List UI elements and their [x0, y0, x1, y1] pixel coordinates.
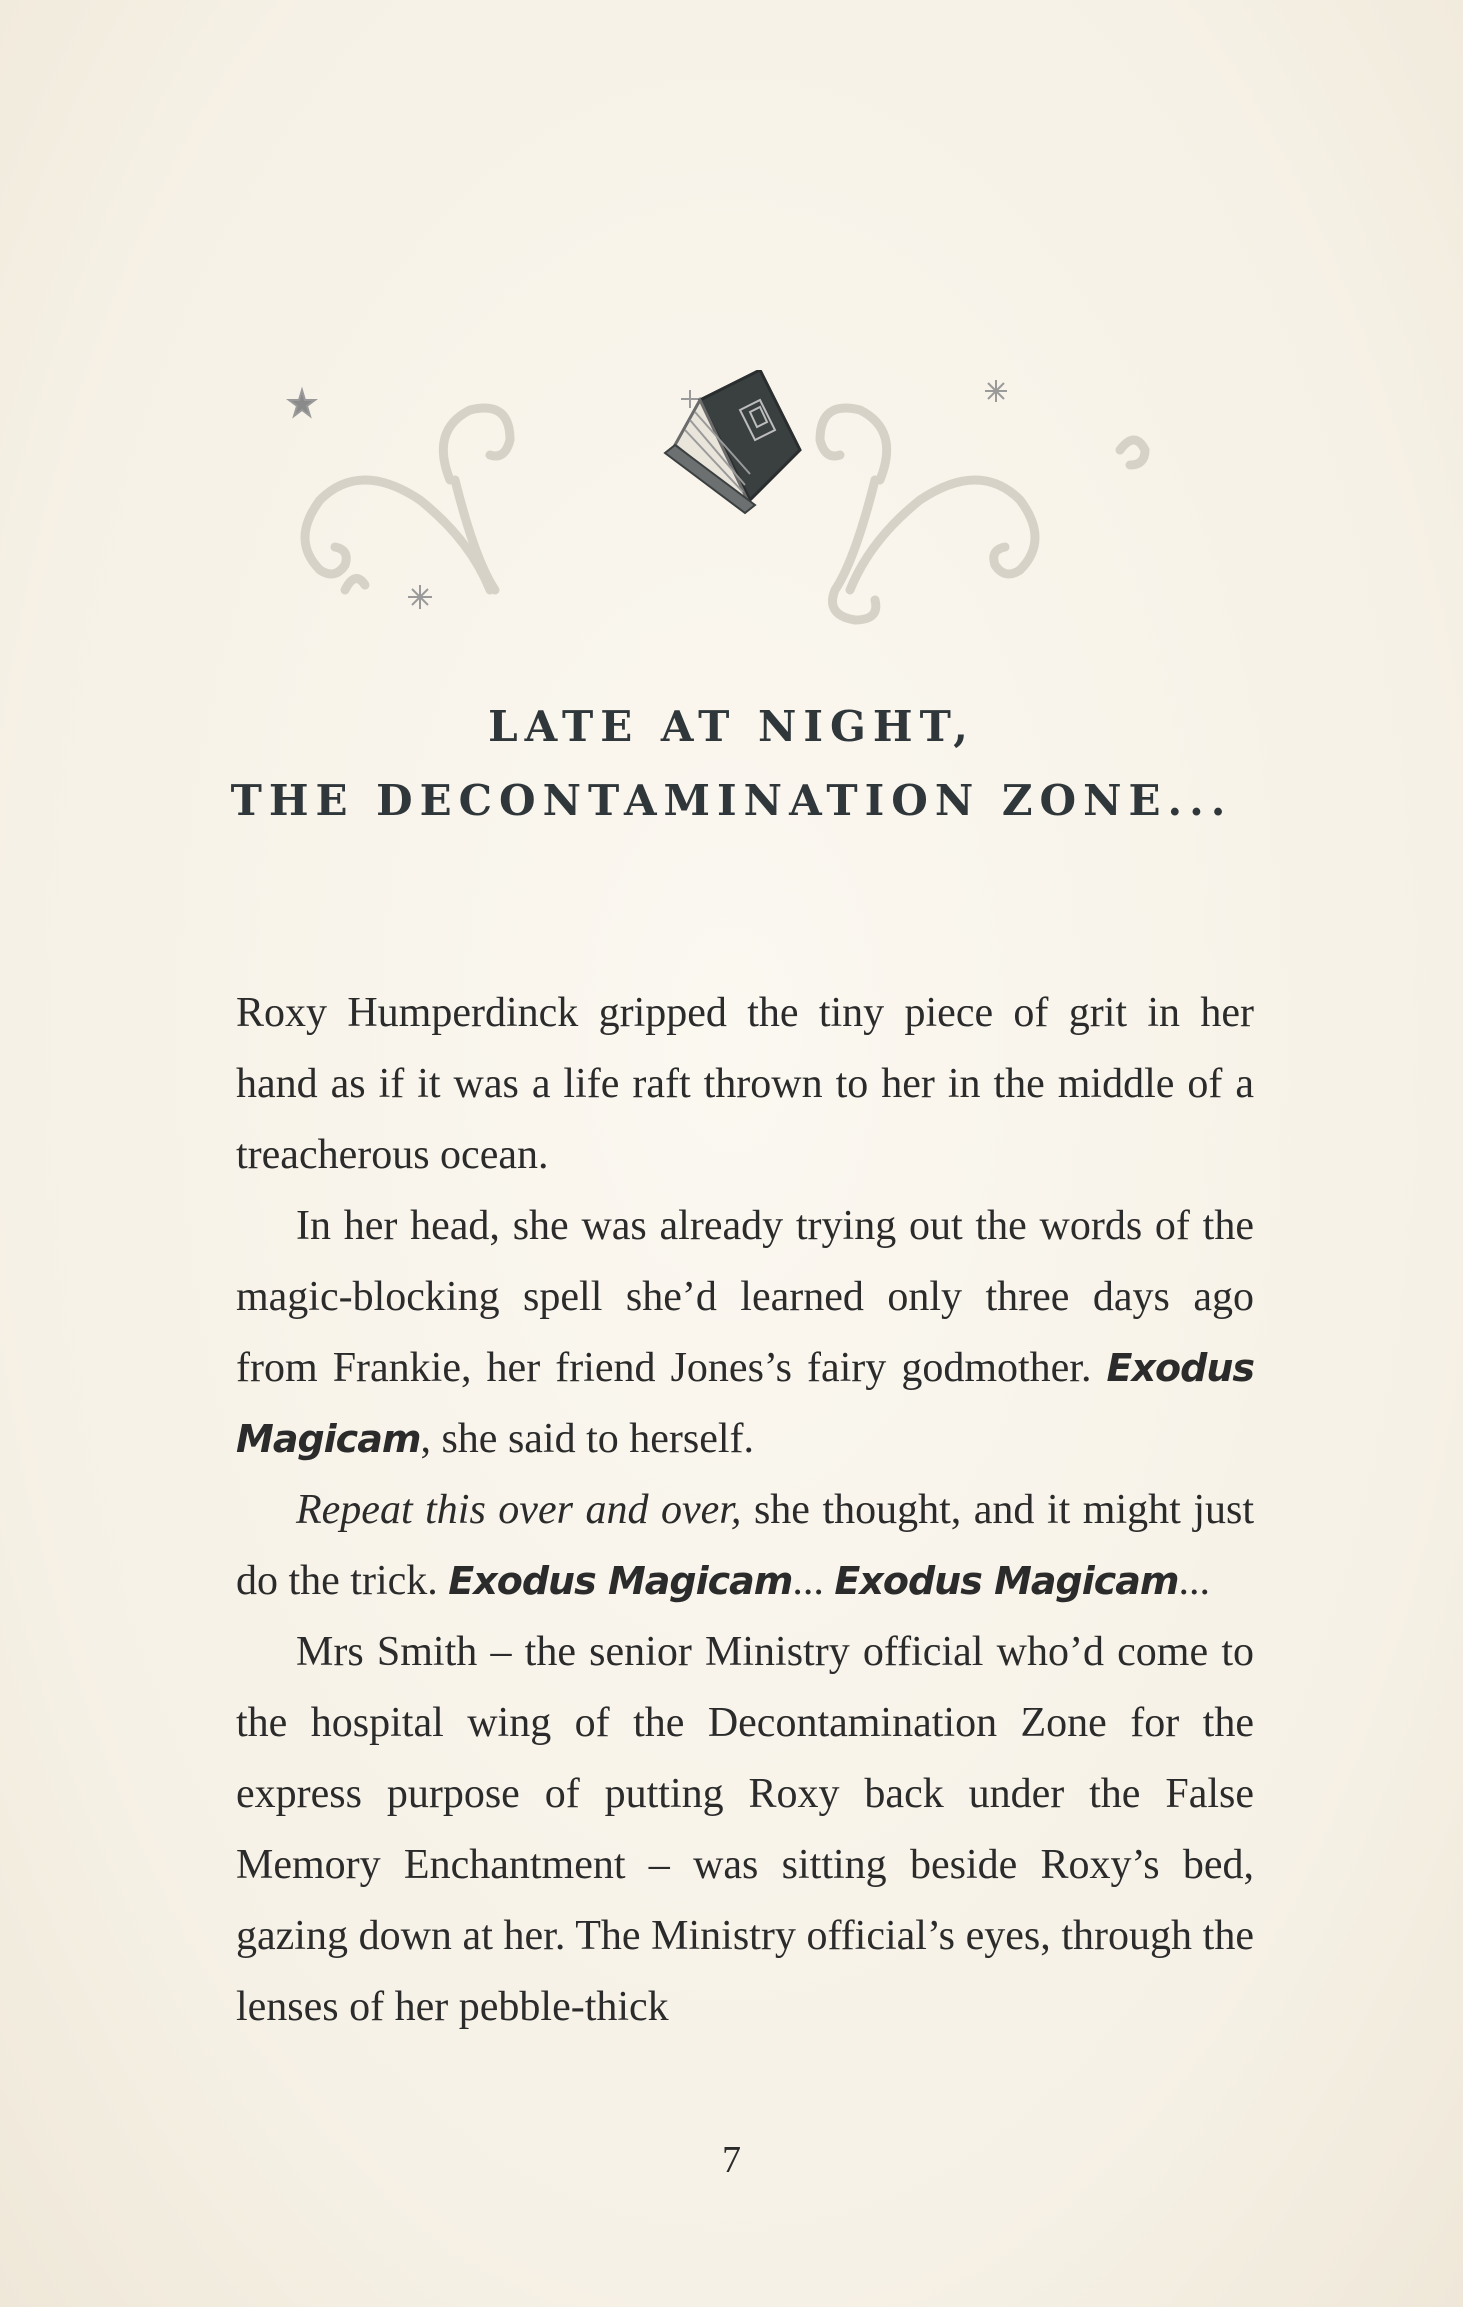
- paragraph-4: Mrs Smith – the senior Ministry official who’d come to the hospital wing of the Decontamination Zone for the express purpose of putting Roxy back under the False Memory Enchantment – was sitting beside Roxy’s bed, gazing down at her. The Ministry official’s eyes, through the lenses of her pebble-thick: [236, 1629, 1254, 2030]
- paragraph-2-text-end: , she said to herself.: [420, 1416, 755, 1462]
- page-number: 7: [722, 2139, 741, 2181]
- paragraph-2: [236, 1191, 1254, 1475]
- spell-name: Exodus Magicam: [236, 1346, 1254, 1461]
- star-icon: [408, 585, 432, 609]
- body-text: [236, 978, 1254, 2043]
- star-icon: [289, 390, 315, 416]
- spell-name: Exodus Magicam: [834, 1559, 1179, 1603]
- paragraph-1: Roxy Humperdinck gripped the tiny piece of grit in her hand as if it was a life raft thrown to her in the middle of a treacherous ocean.: [236, 990, 1254, 1178]
- chapter-heading-line-2: THE DECONTAMINATION ZONE...: [230, 776, 1233, 825]
- spellbook-ornament-icon: [280, 370, 1180, 640]
- spell-name: Exodus Magicam: [448, 1559, 793, 1603]
- star-icon: [985, 380, 1007, 402]
- paragraph-3-text: she thought, and it might just do the trick.: [236, 1487, 1254, 1604]
- book-icon: [665, 370, 800, 513]
- italic-thought: Repeat this over and over,: [296, 1487, 742, 1533]
- ellipsis: ...: [1178, 1558, 1211, 1604]
- paragraph-2-text: In her head, she was already trying out the words of the magic-blocking spell she’d learned only three days ago from Frankie, her friend Jones’s fairy godmother.: [236, 1203, 1254, 1391]
- paragraph-3: [236, 1475, 1254, 1617]
- chapter-heading-line-1: LATE AT NIGHT,: [488, 702, 975, 751]
- ellipsis: ...: [792, 1558, 835, 1604]
